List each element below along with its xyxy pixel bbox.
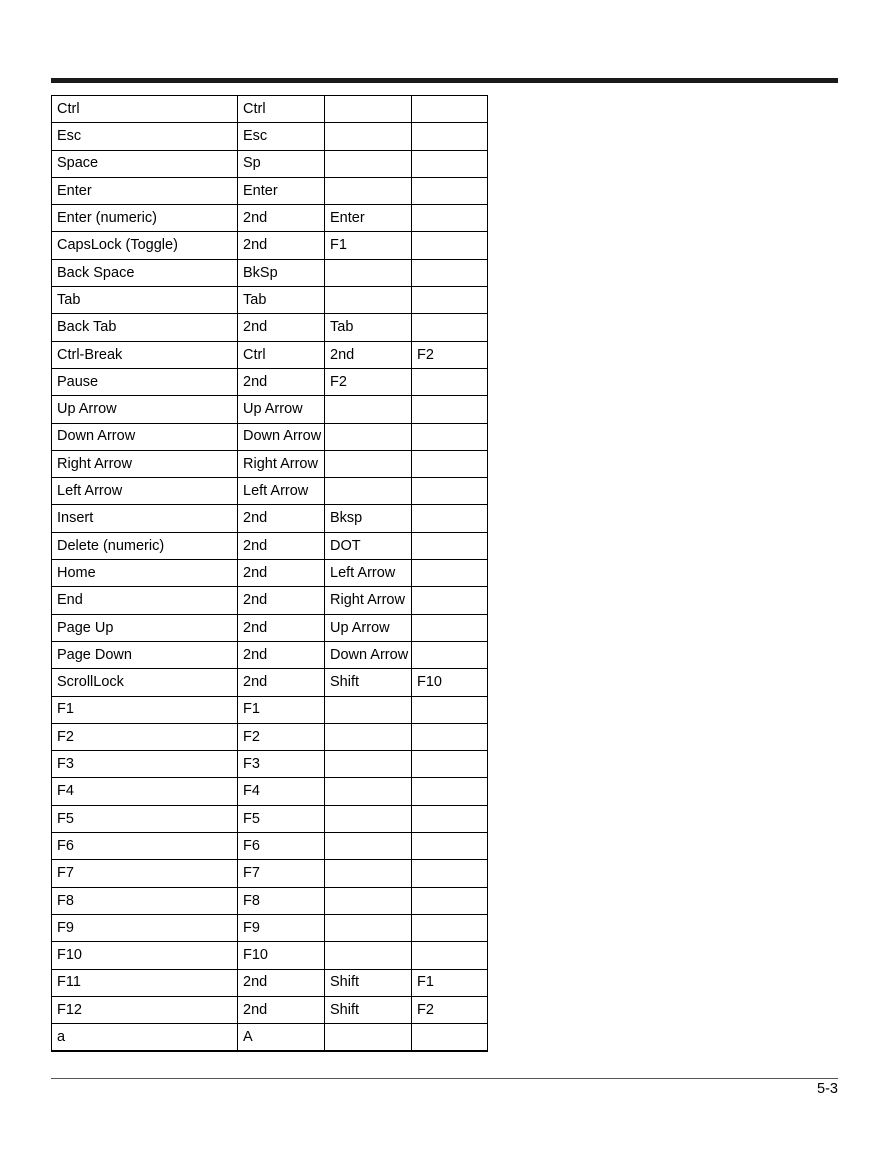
- table-cell: F2: [412, 996, 488, 1023]
- table-cell: [325, 478, 412, 505]
- table-cell: Left Arrow: [238, 478, 325, 505]
- table-row: [52, 478, 488, 505]
- table-cell: Sp: [238, 150, 325, 177]
- table-cell: Shift: [325, 996, 412, 1023]
- table-cell: 2nd: [238, 587, 325, 614]
- table-cell: [412, 177, 488, 204]
- table-cell: [325, 123, 412, 150]
- table-row: [52, 1024, 488, 1051]
- table-row: [52, 205, 488, 232]
- table-cell: [412, 287, 488, 314]
- table-cell: Down Arrow: [52, 423, 238, 450]
- table-cell: Tab: [52, 287, 238, 314]
- table-cell: [325, 942, 412, 969]
- table-cell: [412, 423, 488, 450]
- header-rule: [51, 78, 838, 83]
- table-cell: F4: [238, 778, 325, 805]
- table-cell: Ctrl-Break: [52, 341, 238, 368]
- table-cell: Ctrl: [238, 341, 325, 368]
- table-row: [52, 396, 488, 423]
- table-cell: 2nd: [238, 532, 325, 559]
- table-row: [52, 833, 488, 860]
- table-cell: ScrollLock: [52, 669, 238, 696]
- table-row: [52, 587, 488, 614]
- table-cell: 2nd: [238, 314, 325, 341]
- table-cell: [325, 423, 412, 450]
- table-cell: [412, 587, 488, 614]
- table-cell: [325, 150, 412, 177]
- table-cell: Ctrl: [238, 96, 325, 123]
- key-mapping-table: [51, 95, 488, 1052]
- table-cell: Enter: [238, 177, 325, 204]
- table-cell: [412, 751, 488, 778]
- table-cell: [325, 805, 412, 832]
- table-cell: [325, 396, 412, 423]
- table-row: [52, 860, 488, 887]
- table-cell: [412, 150, 488, 177]
- table-row: [52, 942, 488, 969]
- table-cell: [325, 177, 412, 204]
- table-cell: [325, 723, 412, 750]
- table-cell: End: [52, 587, 238, 614]
- table-cell: 2nd: [238, 560, 325, 587]
- table-cell: 2nd: [238, 996, 325, 1023]
- table-cell: F3: [52, 751, 238, 778]
- table-cell: Esc: [52, 123, 238, 150]
- table-cell: 2nd: [238, 205, 325, 232]
- table-cell: F2: [325, 368, 412, 395]
- table-cell: Home: [52, 560, 238, 587]
- table-row: [52, 368, 488, 395]
- table-cell: 2nd: [325, 341, 412, 368]
- table-cell: [412, 723, 488, 750]
- table-row: [52, 505, 488, 532]
- table-cell: Up Arrow: [325, 614, 412, 641]
- table-cell: Right Arrow: [52, 450, 238, 477]
- table-cell: Left Arrow: [325, 560, 412, 587]
- table-cell: Shift: [325, 969, 412, 996]
- table-cell: F8: [52, 887, 238, 914]
- table-cell: [412, 478, 488, 505]
- table-row: [52, 341, 488, 368]
- table-cell: BkSp: [238, 259, 325, 286]
- table-cell: F6: [52, 833, 238, 860]
- table-cell: [325, 751, 412, 778]
- table-cell: F9: [238, 914, 325, 941]
- table-cell: Page Up: [52, 614, 238, 641]
- table-row: [52, 423, 488, 450]
- table-row: [52, 614, 488, 641]
- table-cell: [412, 887, 488, 914]
- table-cell: [412, 205, 488, 232]
- table-cell: F8: [238, 887, 325, 914]
- table-cell: Right Arrow: [325, 587, 412, 614]
- table-cell: [412, 1024, 488, 1051]
- table-cell: Enter: [52, 177, 238, 204]
- table-cell: F1: [325, 232, 412, 259]
- table-cell: [412, 914, 488, 941]
- table-row: [52, 805, 488, 832]
- table-cell: [412, 259, 488, 286]
- table-cell: CapsLock (Toggle): [52, 232, 238, 259]
- table-cell: F3: [238, 751, 325, 778]
- table-cell: [325, 833, 412, 860]
- table-cell: Up Arrow: [238, 396, 325, 423]
- table-cell: Down Arrow: [238, 423, 325, 450]
- table-cell: [325, 887, 412, 914]
- table-cell: Up Arrow: [52, 396, 238, 423]
- table-cell: [412, 123, 488, 150]
- table-cell: Page Down: [52, 641, 238, 668]
- table-cell: F7: [52, 860, 238, 887]
- table-row: [52, 177, 488, 204]
- footer-rule: [51, 1078, 838, 1079]
- table-cell: 2nd: [238, 368, 325, 395]
- table-cell: Esc: [238, 123, 325, 150]
- table-cell: [325, 1024, 412, 1051]
- table-cell: F2: [412, 341, 488, 368]
- table-cell: Back Tab: [52, 314, 238, 341]
- table-row: [52, 778, 488, 805]
- table-cell: [325, 914, 412, 941]
- table-cell: [412, 805, 488, 832]
- table-row: [52, 150, 488, 177]
- table-cell: [412, 614, 488, 641]
- table-row: [52, 287, 488, 314]
- table-cell: 2nd: [238, 969, 325, 996]
- table-cell: Delete (numeric): [52, 532, 238, 559]
- table-cell: [412, 560, 488, 587]
- table-cell: Left Arrow: [52, 478, 238, 505]
- table-cell: 2nd: [238, 614, 325, 641]
- table-cell: [325, 96, 412, 123]
- table-cell: F5: [238, 805, 325, 832]
- table-cell: Bksp: [325, 505, 412, 532]
- table-row: [52, 669, 488, 696]
- table-cell: F2: [52, 723, 238, 750]
- table-cell: [325, 778, 412, 805]
- table-cell: DOT: [325, 532, 412, 559]
- table-cell: [412, 450, 488, 477]
- table-row: [52, 560, 488, 587]
- table-cell: [325, 450, 412, 477]
- table-cell: F6: [238, 833, 325, 860]
- table-cell: Enter: [325, 205, 412, 232]
- table-cell: Ctrl: [52, 96, 238, 123]
- table-cell: F5: [52, 805, 238, 832]
- table-cell: 2nd: [238, 641, 325, 668]
- table-cell: [325, 860, 412, 887]
- table-cell: Right Arrow: [238, 450, 325, 477]
- table-cell: [412, 696, 488, 723]
- table-cell: [412, 505, 488, 532]
- table-row: [52, 259, 488, 286]
- table-cell: [412, 833, 488, 860]
- table-body: [52, 96, 488, 1051]
- table-row: [52, 532, 488, 559]
- table-cell: Down Arrow: [325, 641, 412, 668]
- table-cell: [412, 314, 488, 341]
- table-row: [52, 723, 488, 750]
- table-cell: Pause: [52, 368, 238, 395]
- table-row: [52, 996, 488, 1023]
- table-cell: Back Space: [52, 259, 238, 286]
- table-cell: 2nd: [238, 232, 325, 259]
- table-cell: F1: [238, 696, 325, 723]
- table-row: [52, 450, 488, 477]
- table-row: [52, 314, 488, 341]
- table-cell: [412, 778, 488, 805]
- table-cell: [412, 532, 488, 559]
- table-cell: 2nd: [238, 669, 325, 696]
- table-cell: F10: [52, 942, 238, 969]
- table-cell: [412, 96, 488, 123]
- table-cell: Enter (numeric): [52, 205, 238, 232]
- table-row: [52, 887, 488, 914]
- table-cell: [325, 287, 412, 314]
- table-row: [52, 123, 488, 150]
- table-cell: Tab: [325, 314, 412, 341]
- table-cell: 2nd: [238, 505, 325, 532]
- table-row: [52, 696, 488, 723]
- table-cell: [412, 942, 488, 969]
- table-cell: Tab: [238, 287, 325, 314]
- table-cell: [412, 641, 488, 668]
- table-row: [52, 751, 488, 778]
- table-cell: F2: [238, 723, 325, 750]
- table-cell: A: [238, 1024, 325, 1051]
- table-cell: [412, 368, 488, 395]
- table-row: [52, 914, 488, 941]
- table-cell: [412, 232, 488, 259]
- table-cell: F7: [238, 860, 325, 887]
- table-cell: [412, 860, 488, 887]
- table-cell: [412, 396, 488, 423]
- table-row: [52, 96, 488, 123]
- page-number: 5-3: [817, 1081, 838, 1097]
- table-cell: F10: [412, 669, 488, 696]
- table-row: [52, 232, 488, 259]
- table-cell: F9: [52, 914, 238, 941]
- table-cell: Insert: [52, 505, 238, 532]
- table-cell: F1: [412, 969, 488, 996]
- table-row: [52, 641, 488, 668]
- table-cell: F10: [238, 942, 325, 969]
- table-cell: Shift: [325, 669, 412, 696]
- table-cell: F1: [52, 696, 238, 723]
- table-cell: Space: [52, 150, 238, 177]
- table-cell: F12: [52, 996, 238, 1023]
- table-cell: [325, 696, 412, 723]
- table-row: [52, 969, 488, 996]
- table-cell: F11: [52, 969, 238, 996]
- table-cell: [325, 259, 412, 286]
- table-cell: a: [52, 1024, 238, 1051]
- table-cell: F4: [52, 778, 238, 805]
